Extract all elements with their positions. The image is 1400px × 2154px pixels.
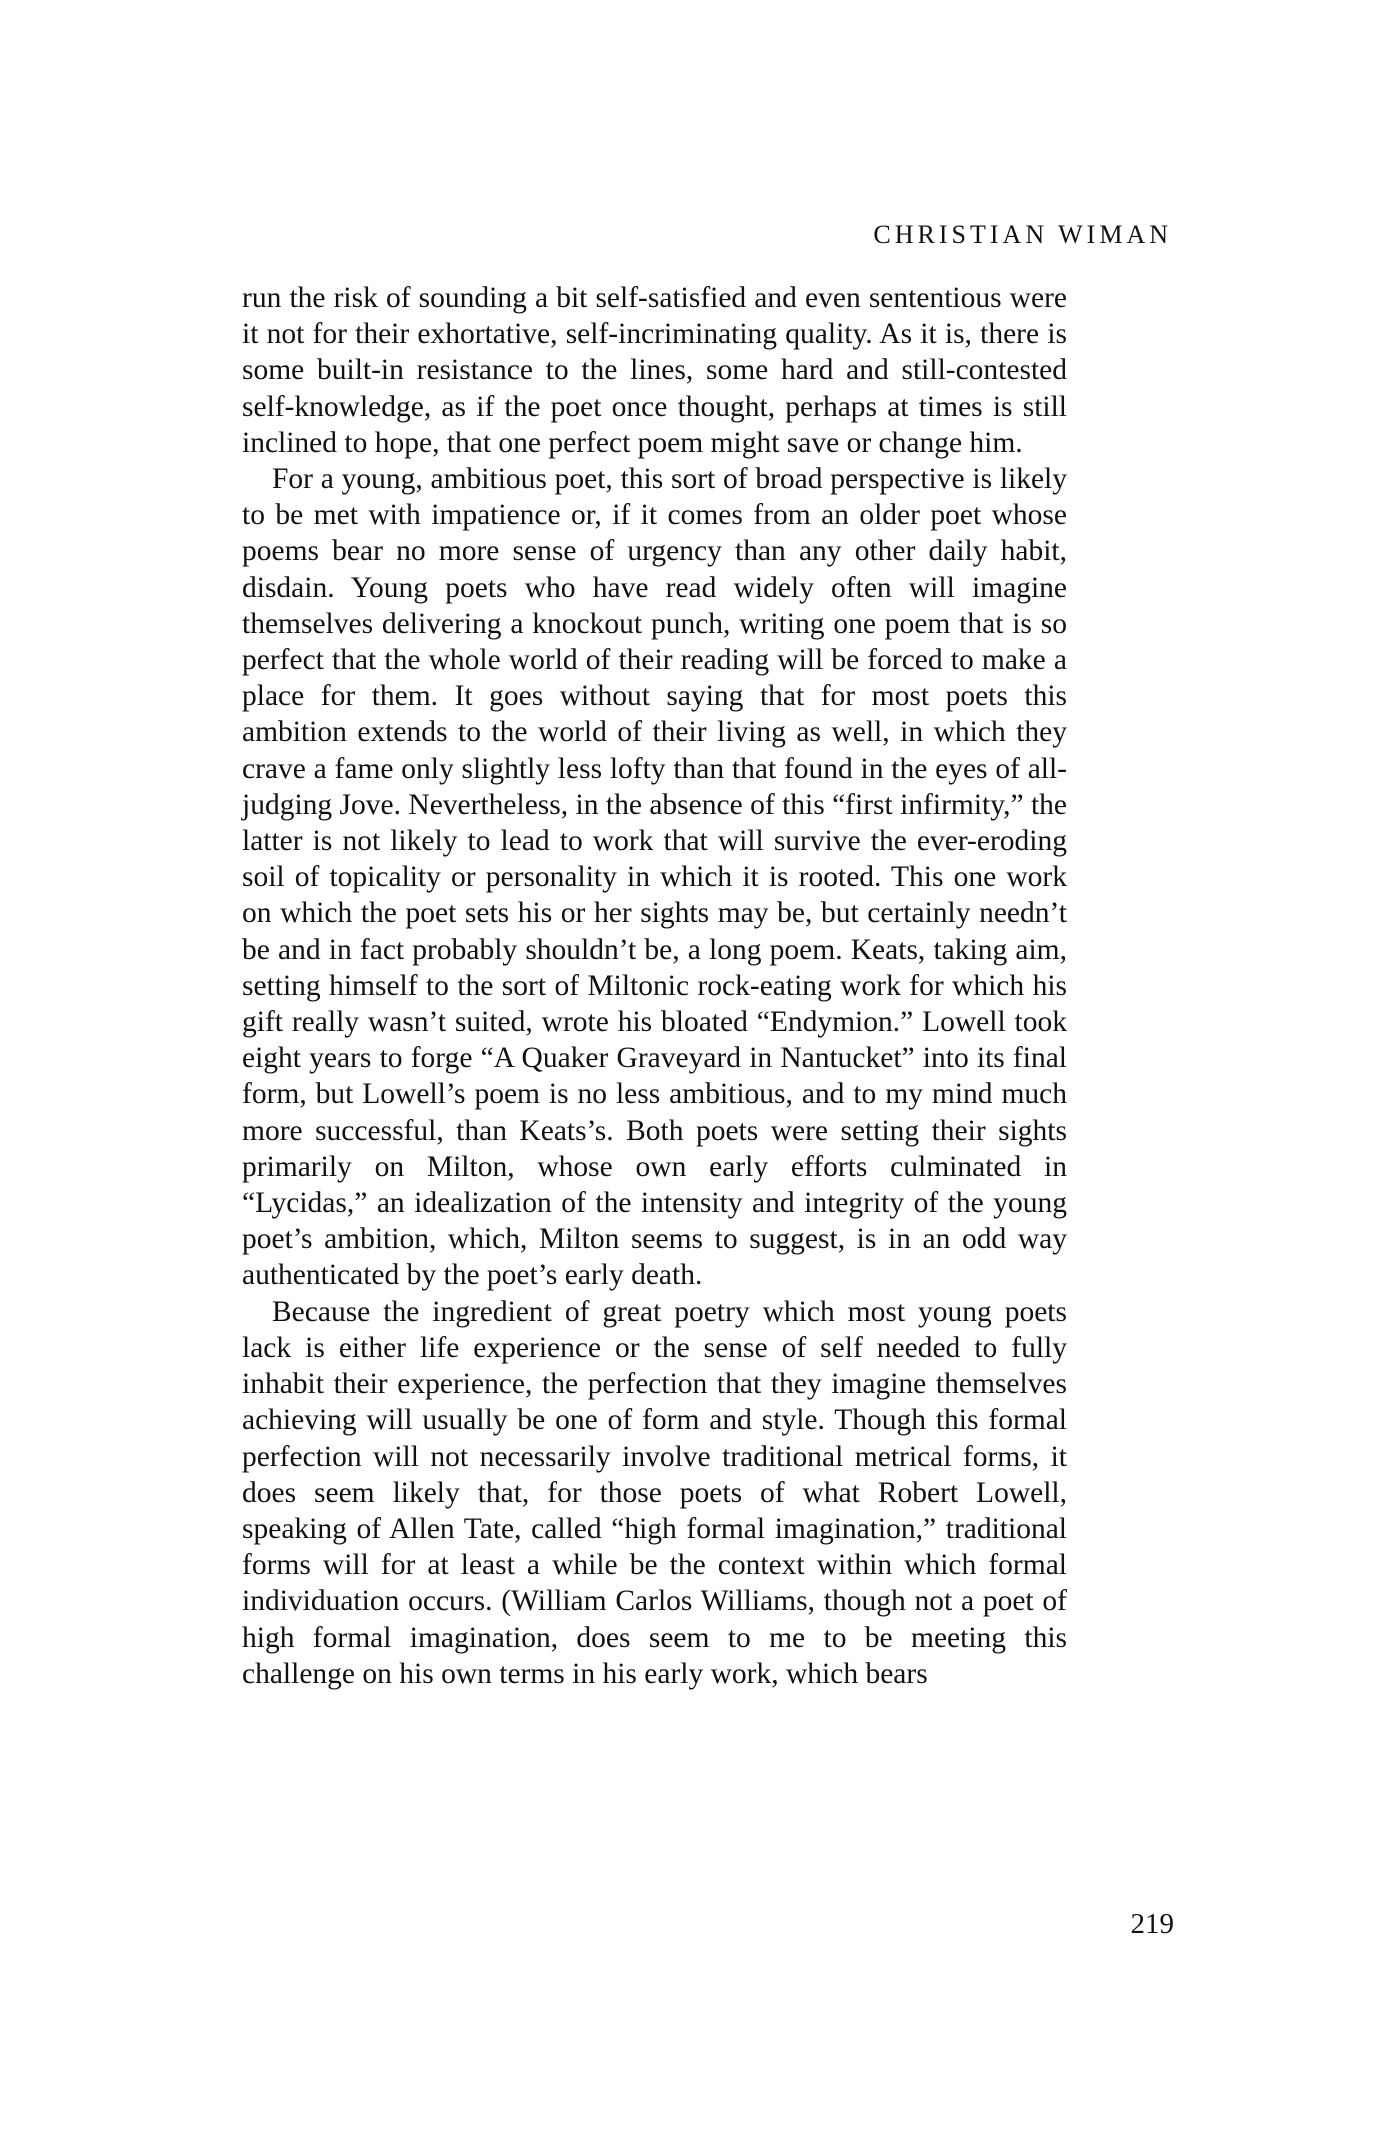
paragraph: Because the ingredient of great poetry which most young poets lack is either life experience or the sense of self needed to fully inhabit their experience, the perfection that they imagine themselves achieving will usually be one of form and style. Though this formal perfection will not necessarily involve traditional metrical forms, it does seem likely that, for those poets of what Robert Lowell, speaking of Allen Tate, called “high formal imagination,” traditional forms will for at least a while be the context within which formal individuation occurs. (William Carlos Williams, though not a poet of high formal imagination, does seem to me to be meeting this challenge on his own terms in his early work, which bears — [242, 1295, 1067, 1690]
paragraph-continued: run the risk of sounding a bit self-satisfied and even sententious were it not for their exhortative, self-incriminating quality. As it is, there is some built-in resistance to the lines, some hard and still-contested self-knowledge, as if the poet once thought, perhaps at times is still inclined to hope, that one perfect poem might save or change him. — [242, 282, 1067, 459]
paragraph: For a young, ambitious poet, this sort of broad perspective is likely to be met with impatience or, if it comes from an older poet whose poems bear no more sense of urgency than any other daily habit, disdain. Young poets who have read widely often will imagine themselves delivering a knockout punch, writing one poem that is so perfect that the whole world of their reading will be forced to make a place for them. It goes without saying that for most poets this ambition extends to the world of their living as well, in which they crave a fame only slightly less lofty than that found in the eyes of all-judging Jove. Nevertheless, in the absence of this “first infirmity,” the latter is not likely to lead to work that will survive the ever-eroding soil of topicality or personality in which it is rooted. This one work on which the poet sets his or her sights may be, but certainly needn’t be and in fact probably shouldn’t be, a long poem. Keats, taking aim, setting himself to the sort of Miltonic rock-eating work for which his gift really wasn’t suited, wrote his bloated “Endymion.” Lowell took eight years to forge “A Quaker Graveyard in Nantucket” into its final form, but Lowell’s poem is no less ambitious, and to my mind much more successful, than Keats’s. Both poets were setting their sights primarily on Milton, whose own early efforts culminated in “Lycidas,” an idealization of the intensity and integrity of the young poet’s ambition, which, Milton seems to suggest, is in an odd way authenticated by the poet’s early death. — [242, 463, 1067, 1292]
running-head: CHRISTIAN WIMAN — [873, 220, 1172, 249]
page-number: 219 — [1130, 1908, 1174, 1940]
body-text — [242, 280, 1067, 1692]
